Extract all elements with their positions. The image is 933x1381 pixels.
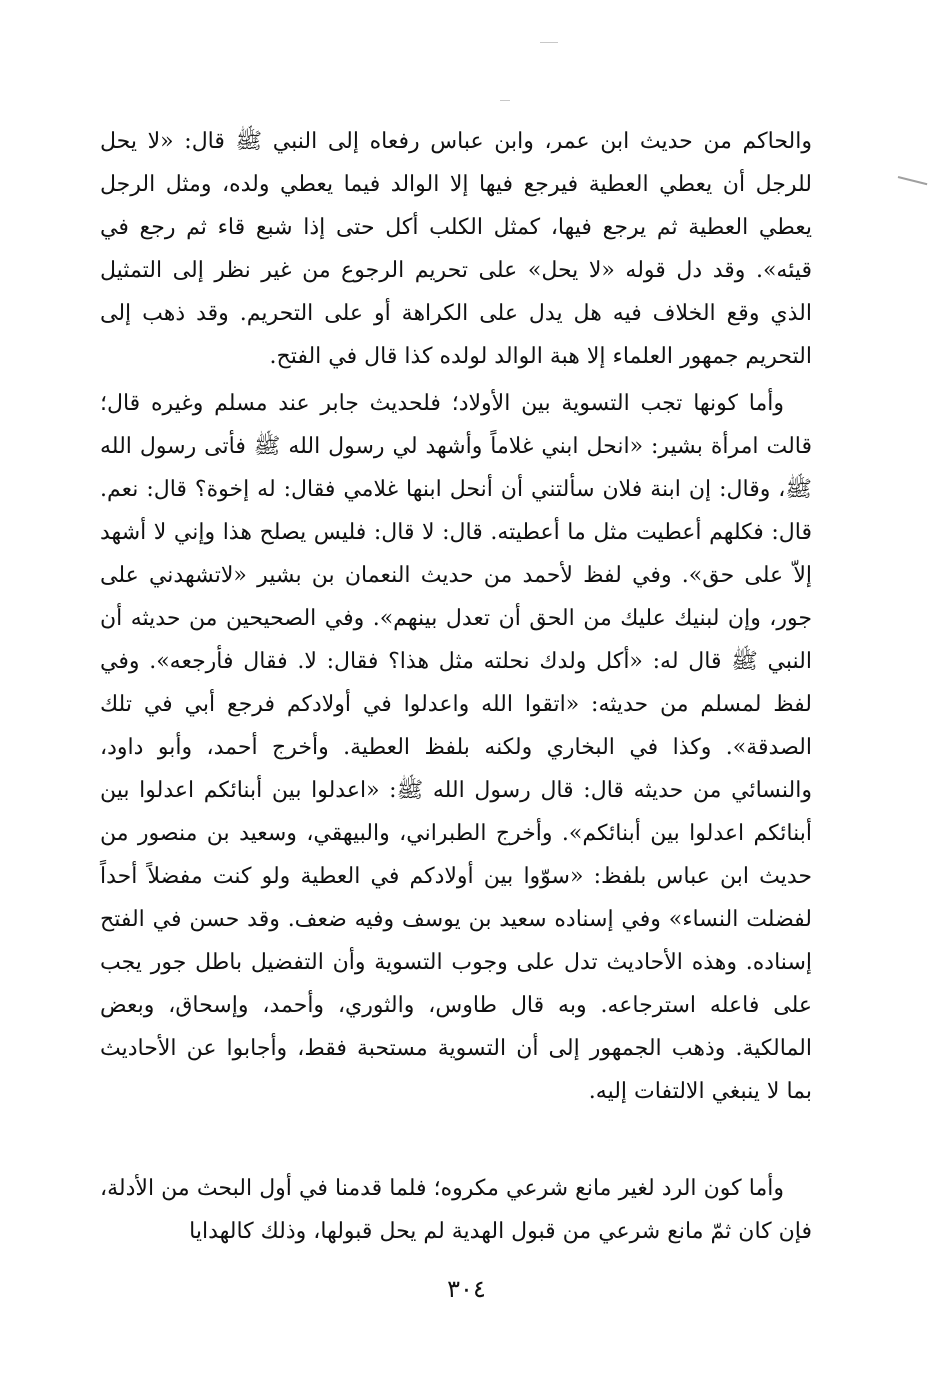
scan-artifact: [898, 176, 928, 185]
paragraph-text: والحاكم من حديث ابن عمر، وابن عباس رفعاه إلى النبي ﷺ قال: «لا يحل للرجل أن يعطي العطية فيرجع فيها إلا الوالد فيما يعطي ولده، ومثل الرجل يعطي العطية ثم يرجع فيها، كمثل الكلب أكل حتى إذا شبع قاء ثم رجع في قيئه». وقد دل قوله «لا يحل» على تحريم الرجوع من غير نظر إلى التمثيل الذي وقع الخلاف فيه هل يدل على الكراهة أو على التحريم. وقد ذهب إلى التحريم جمهور العلماء إلا هبة الوالد لولده كذا قال في الفتح.: [100, 129, 812, 369]
scan-artifact: [500, 100, 510, 101]
page-number: ٣٠٤: [447, 1275, 486, 1303]
scan-artifact: [540, 42, 558, 43]
paragraph-1: [100, 120, 812, 378]
paragraph-3: [100, 1167, 812, 1253]
paragraph-2: [100, 382, 812, 1113]
paragraph-text: وأما كونها تجب التسوية بين الأولاد؛ فلحديث جابر عند مسلم وغيره قال؛ قالت امرأة بشير: «انحل ابني غلاماً وأشهد لي رسول الله ﷺ فأتى رسول الله ﷺ، وقال: إن ابنة فلان سألتني أن أنحل ابنها غلامي فقال: له إخوة؟ قال: نعم. قال: فكلهم أعطيت مثل ما أعطيته. قال: لا قال: فليس يصلح هذا وإني لا أشهد إلاّ على حق». وفي لفظ لأحمد من حديث النعمان بن بشير «لاتشهدني على جور، وإن لبنيك عليك من الحق أن تعدل بينهم». وفي الصحيحين من حديثه أن النبي ﷺ قال له: «أكل ولدك نحلته مثل هذا؟ فقال: لا. فقال فأرجعه». وفي لفظ لمسلم من حديثه: «اتقوا الله واعدلوا في أولادكم فرجع أبي في تلك الصدقة». وكذا في البخاري ولكنه بلفظ العطية. وأخرج أحمد، وأبو داود، والنسائي من حديثه قال: قال رسول الله ﷺ: «اعدلوا بين أبنائكم اعدلوا بين أبنائكم اعدلوا بين أبنائكم». وأخرج الطبراني، والبيهقي، وسعيد بن منصور من حديث ابن عباس بلفظ: «سوّوا بين أولادكم في العطية ولو كنت مفضلاً أحداً لفضلت النساء» وفي إسناده سعيد بن يوسف وفيه ضعف. وقد حسن في الفتح إسناده. وهذه الأحاديث تدل على وجوب التسوية وأن التفضيل باطل جور يجب على فاعله استرجاعه. وبه قال طاوس، والثوري، وأحمد، وإسحاق، وبعض المالكية. وذهب الجمهور إلى أن التسوية مستحبة فقط، وأجابوا عن الأحاديث بما لا ينبغي الالتفات إليه.: [100, 391, 812, 1104]
paragraph-text: وأما كون الرد لغير مانع شرعي مكروه؛ فلما قدمنا في أول البحث من الأدلة، فإن كان ثمّ مانع شرعي من قبول الهدية لم يحل قبولها، وذلك كالهدايا: [100, 1176, 812, 1244]
